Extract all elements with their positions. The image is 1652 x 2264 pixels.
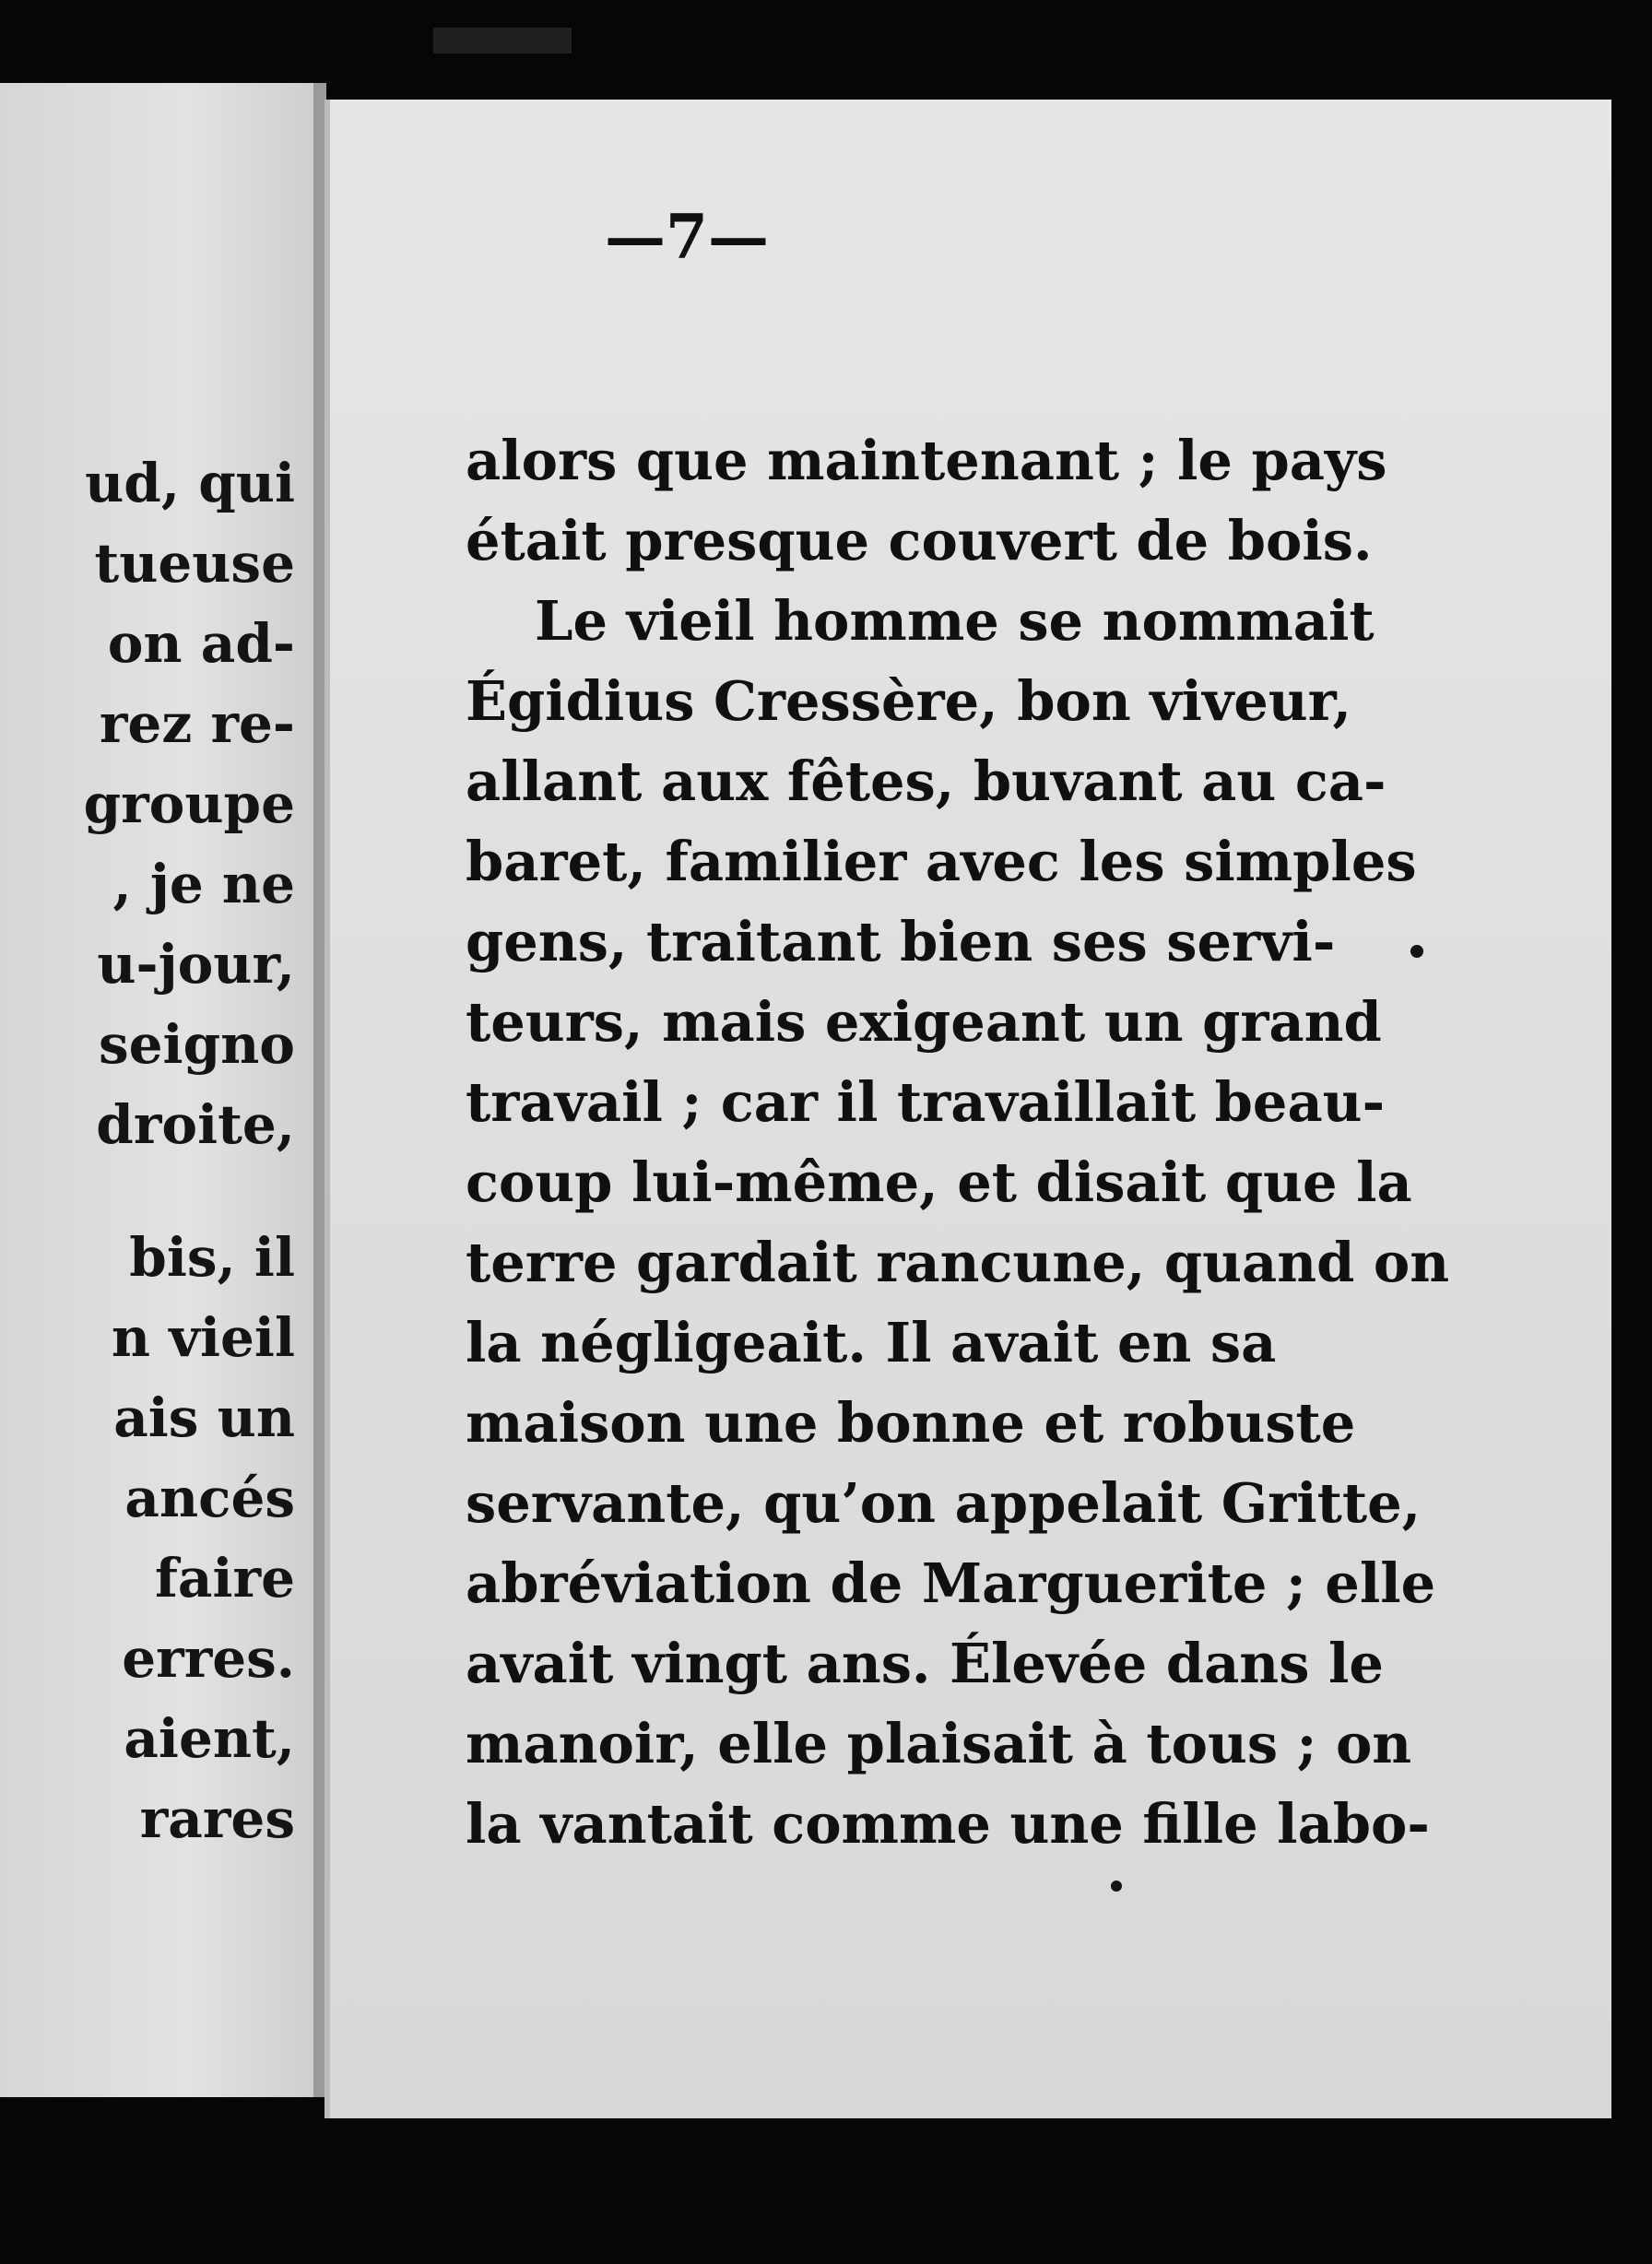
facing-page-line: faire — [154, 1547, 295, 1610]
text-line: baret, familier avec les simples — [466, 830, 1417, 893]
text-line: avait vingt ans. Élevée dans le — [466, 1632, 1384, 1695]
text-line: la vantait comme une fille labo- — [466, 1792, 1430, 1856]
text-line: manoir, elle plaisait à tous ; on — [466, 1712, 1412, 1775]
facing-page-line: ancés — [124, 1467, 295, 1529]
text-line: servante, qu’on appelait Gritte, — [466, 1471, 1422, 1535]
text-line: coup lui-même, et disait que la — [466, 1150, 1412, 1214]
text-line: travail ; car il travaillait beau- — [466, 1070, 1386, 1134]
facing-page-line: rez re- — [99, 692, 295, 755]
text-line: abréviation de Marguerite ; elle — [466, 1551, 1436, 1615]
text-line: alors que maintenant ; le pays — [466, 429, 1387, 492]
text-line: Égidius Cressère, bon viveur, — [466, 669, 1351, 733]
text-line: la négligeait. Il avait en sa — [466, 1311, 1277, 1374]
facing-page-line: tueuse — [94, 532, 295, 595]
facing-page-line: droite, — [96, 1093, 295, 1156]
facing-page-line: seigno — [99, 1013, 295, 1076]
scan-smudge — [433, 28, 572, 53]
ink-speck — [1410, 945, 1423, 958]
facing-page-line: rares — [139, 1787, 295, 1850]
ink-speck — [1111, 1881, 1122, 1892]
facing-page-line: on ad- — [107, 612, 295, 675]
text-line: teurs, mais exigeant un grand — [466, 990, 1382, 1054]
text-line: allant aux fêtes, buvant au ca- — [466, 749, 1386, 813]
text-line: était presque couvert de bois. — [466, 509, 1373, 572]
text-line: gens, traitant bien ses servi- — [466, 910, 1336, 973]
facing-page-line: erres. — [122, 1627, 295, 1690]
facing-page-line: bis, il — [129, 1226, 295, 1289]
facing-page-line: ais un — [113, 1386, 295, 1449]
facing-page-line: groupe — [83, 772, 295, 835]
page-number: —7— — [605, 201, 769, 273]
text-line: maison une bonne et robuste — [466, 1391, 1356, 1455]
facing-page-line: , je ne — [112, 853, 295, 915]
text-line: terre gardait rancune, quand on — [466, 1231, 1450, 1294]
facing-page-line: u-jour, — [97, 933, 295, 996]
facing-page-fragment — [0, 83, 313, 2097]
facing-page-line: n vieil — [111, 1306, 295, 1369]
facing-page-line: ud, qui — [85, 452, 295, 514]
text-line: Le vieil homme se nommait — [535, 589, 1375, 653]
facing-page-line: aient, — [124, 1707, 295, 1770]
